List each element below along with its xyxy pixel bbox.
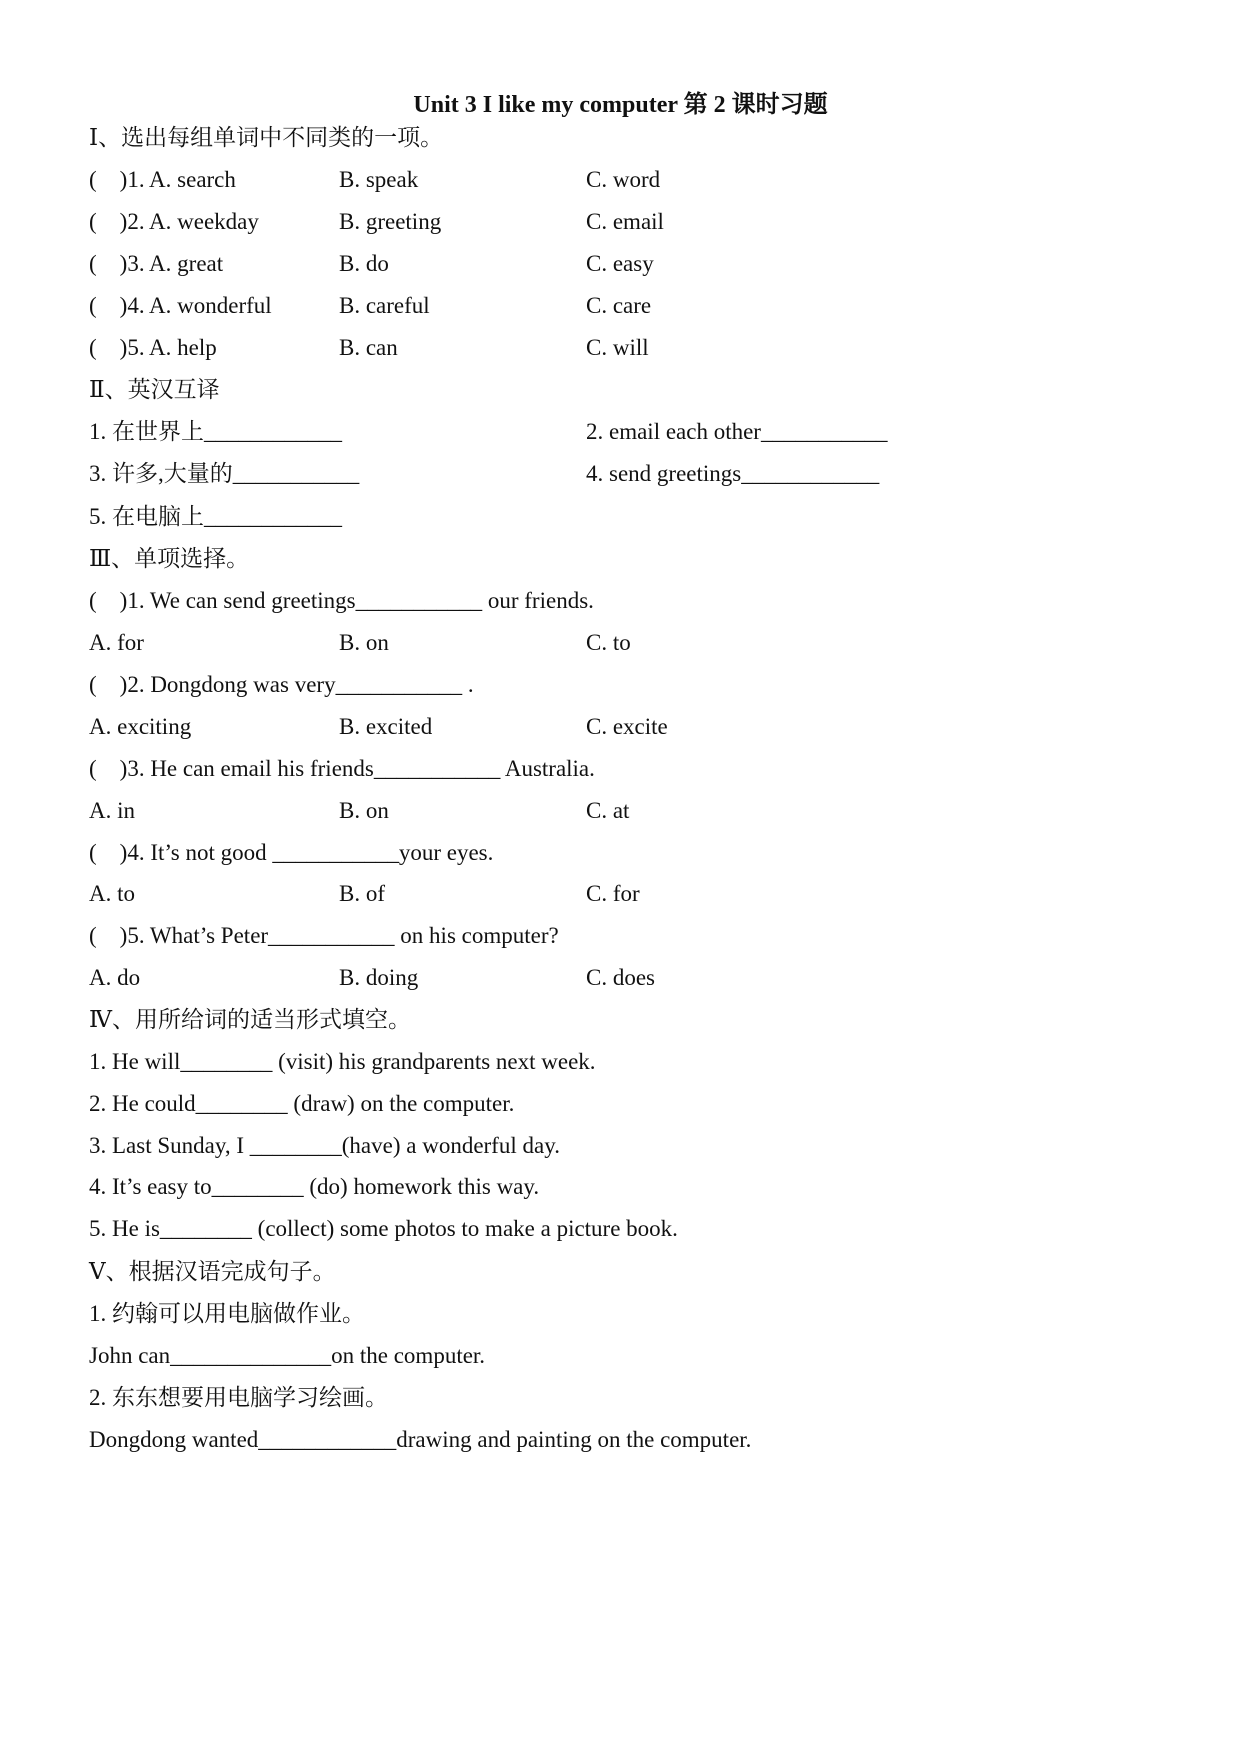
option-b: B. speak bbox=[339, 167, 419, 192]
section-1-item bbox=[89, 205, 1169, 239]
question-stem: ( )4. A. wonderful bbox=[89, 293, 272, 318]
chinese-sentence: 2. 东东想要用电脑学习绘画。 bbox=[89, 1385, 388, 1410]
page-title: Unit 3 I like my computer 第 2 课时习题 bbox=[413, 92, 828, 118]
section-2-heading: Ⅱ、英汉互译 bbox=[89, 377, 220, 402]
option-b: B. on bbox=[339, 798, 389, 823]
question-stem: ( )1. A. search bbox=[89, 167, 236, 192]
chinese-sentence: 1. 约翰可以用电脑做作业。 bbox=[89, 1301, 365, 1326]
question-stem: ( )3. A. great bbox=[89, 251, 224, 276]
translation-item: 1. 在世界上____________ bbox=[89, 419, 342, 444]
mc-options bbox=[89, 877, 1169, 911]
option-c: C. at bbox=[586, 798, 630, 823]
mc-question: ( )4. It’s not good ___________your eyes. bbox=[89, 840, 494, 865]
option-a: A. to bbox=[89, 881, 135, 906]
mc-question: ( )3. He can email his friends___________ Australia. bbox=[89, 756, 595, 781]
option-b: B. do bbox=[339, 251, 389, 276]
section-1-heading: Ⅰ、选出每组单词中不同类的一项。 bbox=[89, 125, 444, 150]
option-c: C. excite bbox=[586, 714, 668, 739]
option-b: B. of bbox=[339, 881, 385, 906]
translation-item: 4. send greetings____________ bbox=[586, 461, 880, 486]
option-c: C. care bbox=[586, 293, 652, 318]
english-completion: John can______________on the computer. bbox=[89, 1343, 486, 1368]
fill-blank-item: 1. He will________ (visit) his grandparents next week. bbox=[89, 1049, 596, 1074]
option-b: B. excited bbox=[339, 714, 433, 739]
section-5-heading: Ⅴ、根据汉语完成句子。 bbox=[89, 1259, 336, 1284]
option-a: A. exciting bbox=[89, 714, 192, 739]
fill-blank-item: 3. Last Sunday, I ________(have) a wonderful day. bbox=[89, 1133, 560, 1158]
mc-question: ( )1. We can send greetings___________ our friends. bbox=[89, 588, 594, 613]
option-b: B. on bbox=[339, 630, 389, 655]
mc-options bbox=[89, 794, 1169, 828]
option-a: A. for bbox=[89, 630, 144, 655]
option-b: B. greeting bbox=[339, 209, 442, 234]
fill-blank-item: 4. It’s easy to________ (do) homework this way. bbox=[89, 1174, 540, 1199]
option-c: C. does bbox=[586, 965, 655, 990]
fill-blank-item: 2. He could________ (draw) on the computer. bbox=[89, 1091, 515, 1116]
section-1-item bbox=[89, 331, 1169, 365]
mc-options bbox=[89, 961, 1169, 995]
section-1-item bbox=[89, 163, 1169, 197]
option-b: B. can bbox=[339, 335, 398, 360]
translation-item: 2. email each other___________ bbox=[586, 419, 888, 444]
translation-item: 5. 在电脑上____________ bbox=[89, 504, 342, 529]
section-2-row bbox=[89, 500, 1169, 534]
translation-item: 3. 许多,大量的___________ bbox=[89, 461, 360, 486]
option-c: C. easy bbox=[586, 251, 654, 276]
option-b: B. doing bbox=[339, 965, 419, 990]
section-2-row bbox=[89, 457, 1169, 491]
option-c: C. to bbox=[586, 630, 631, 655]
option-c: C. email bbox=[586, 209, 664, 234]
section-1-item bbox=[89, 247, 1169, 281]
option-c: C. for bbox=[586, 881, 640, 906]
section-3-heading: Ⅲ、单项选择。 bbox=[89, 546, 250, 571]
option-c: C. will bbox=[586, 335, 649, 360]
option-a: A. in bbox=[89, 798, 135, 823]
mc-question: ( )2. Dongdong was very___________ . bbox=[89, 672, 474, 697]
option-c: C. word bbox=[586, 167, 661, 192]
section-1-item bbox=[89, 289, 1169, 323]
section-4-heading: Ⅳ、用所给词的适当形式填空。 bbox=[89, 1007, 411, 1032]
english-completion: Dongdong wanted____________drawing and painting on the computer. bbox=[89, 1427, 752, 1452]
question-stem: ( )2. A. weekday bbox=[89, 209, 259, 234]
mc-options bbox=[89, 710, 1169, 744]
mc-options bbox=[89, 626, 1169, 660]
option-a: A. do bbox=[89, 965, 141, 990]
option-b: B. careful bbox=[339, 293, 430, 318]
mc-question: ( )5. What’s Peter___________ on his computer? bbox=[89, 923, 559, 948]
question-stem: ( )5. A. help bbox=[89, 335, 217, 360]
fill-blank-item: 5. He is________ (collect) some photos to make a picture book. bbox=[89, 1216, 678, 1241]
section-2-row bbox=[89, 415, 1169, 449]
